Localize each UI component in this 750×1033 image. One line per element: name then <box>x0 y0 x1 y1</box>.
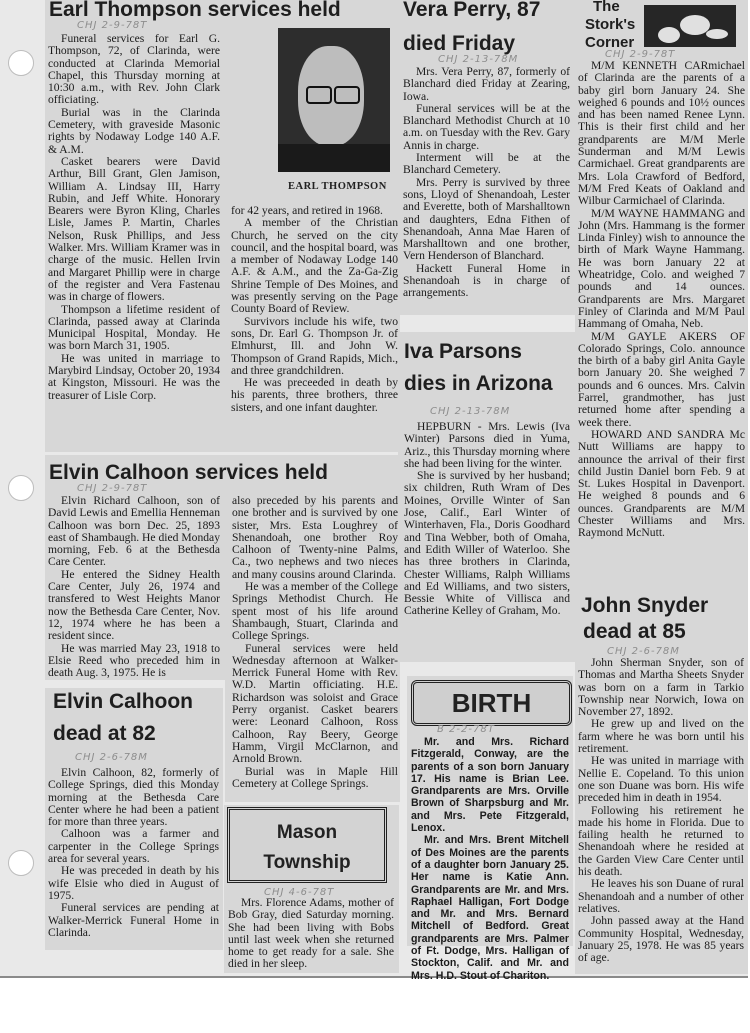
column-title-line-3: Corner <box>585 34 635 51</box>
paragraph: She is survived by her husband; six children, Ruth Wram of Des Moines, Orville Winter of San Jose, Calif., Earl Winter of Winterhaven, Fla., Doris Goodhard and Tina Webber, both of Omaha, and Edith Willer of Waterloo. She has three brothers in Clarinda, Chester Williams, Ralph Williams and Ed Williams, and two sisters, Bessie White of Villisca and Catherine Kelley of Graham, Mo. <box>404 469 570 618</box>
article-column-right <box>232 495 398 790</box>
paragraph: He grew up and lived on the farm where he was born until his retirement. <box>578 717 744 756</box>
paragraph: Funeral services were held Wednesday afternoon at Walker-Merrick Funeral Home with Rev. W.D. Martin officiating. H.E. Richardson was soloist and Grace Perry organist. Casket bearers were: Leonard Calhoon, Ross Calhoon, Ray Beery, George Hamm, Virgil McClarnon, and Arnold Brown. <box>232 641 398 766</box>
clipping-mason-township <box>224 805 399 973</box>
handwritten-date-note: CHJ 2-6-78M <box>75 752 148 763</box>
clipping-iva-parsons <box>398 332 575 662</box>
paragraph: Thompson a lifetime resident of Clarinda, passed away at Clarinda Municipal Hospital, Monday. He was born March 31, 1905. <box>48 302 220 353</box>
article-column-left <box>48 33 220 402</box>
handwritten-date-note: B 2-2-78T <box>437 724 495 735</box>
headline: Elvin Calhoon services held <box>49 461 328 484</box>
portrait-photo <box>278 28 390 172</box>
paragraph: Burial was in the Clarinda Cemetery, with graveside Masonic rights by Nodaway Lodge 140 A.F. & A.M. <box>48 105 220 156</box>
headline-line-2: dead at 82 <box>53 722 156 745</box>
handwritten-date-note: CHJ 4-6-78T <box>264 887 335 898</box>
paragraph: Hackett Funeral Home in Shenandoah is in charge of arrangements. <box>403 261 570 300</box>
birth-banner: BIRTH <box>411 680 572 726</box>
photo-caption: EARL THOMPSON <box>288 181 387 192</box>
section-heading-box <box>227 807 387 883</box>
paragraph: Mr. and Mrs. Brent Mitchell of Des Moines are the parents of a daughter born January 25. Her name is Katie Ann. Grandparents are Mr. and Mrs. Raphael Halligan, Fort Dodge and Mr. and Mrs. Bernard Mitchell of Bedford. Great grandparents are Mrs. Palmer of Ft. Dodge, Mrs. Halligan of Stockton, Calif. and Mr. and Mrs. H.D. Stout of Chariton. <box>411 834 569 982</box>
paragraph: Funeral services for Earl G. Thompson, 72, of Clarinda, were conducted at Clarinda Memorial Chapel, this Thursday morning at 10:30 a.m., with Rev. John Clark officiating. <box>48 32 220 107</box>
paragraph: Funeral services are pending at Walker-Merrick Funeral Home in Clarinda. <box>48 901 219 939</box>
paragraph: He was preceeded in death by his parents, three brothers, three sisters, and one infant daughter. <box>231 376 398 414</box>
paragraph: Elvin Richard Calhoon, son of David Lewis and Emellia Henneman Calhoon was born Dec. 25, 1893 east of Shambaugh. He died Monday morning, Feb. 6 at the Bethesda Care Center. <box>48 494 220 569</box>
headline-line-1: John Snyder <box>581 594 709 617</box>
heading-line-2: Township <box>263 852 351 873</box>
paragraph: He entered the Sidney Health Care Center, July 26, 1974 and transfered to West Heights Manor now the Bethesda Care Center, Nov. 12, 1974 where he has been a resident since. <box>48 567 220 643</box>
paragraph: He was a member of the College Springs Methodist Church. He spent most of his life around Shambaugh, Stuart, Clarinda and College Springs. <box>232 580 398 643</box>
headline-line-2: died Friday <box>403 32 516 55</box>
article-column-left <box>48 495 220 679</box>
paragraph: Mrs. Perry is survived by three sons, Lloyd of Shenandoah, Lester and Everette, both of Marshalltown and daughters, Edna Fithen of Shenandoah, Anna Mae Haren of Marshalltown and one brother, Vern Henderson of Blanchard. <box>403 175 570 263</box>
heading-line-1: Mason <box>276 822 338 843</box>
clipping-birth <box>407 676 573 982</box>
paragraph: M/M WAYNE HAMMANG and John (Mrs. Hammang is the former Linda Finley) wish to announce the birth of Mark Wayne Hammang. He was born January 22 at Wheatridge, Colo. and weighed 7 pounds and 14 ounces. Grandparents are Mrs. Margaret Finley of Clarinda and M/M Paul Hammang of Omaha, Neb. <box>578 206 745 331</box>
paragraph: HEPBURN - Mrs. Lewis (Iva Winter) Parsons died in Yuma, Ariz., this Thursday morning where she had been living for the winter. <box>404 420 570 470</box>
paragraph: A member of the Christian Church, he served on the city council, and the hospital board, was a member of Nodaway Lodge 140 A.F. & A.M., and the Za-Ga-Zig Shrine Temple of Des Moines, and was presently serving on the Page County Board of Review. <box>231 216 398 316</box>
paragraph: Interment will be at the Blanchard Cemetery. <box>403 151 570 177</box>
article-body <box>48 767 219 939</box>
headline-line-1: Vera Perry, 87 <box>403 0 541 21</box>
column-title-line-1: The <box>593 0 620 15</box>
binder-hole <box>8 850 34 876</box>
handwritten-date-note: CHJ 2-13-78M <box>438 54 519 65</box>
paragraph: He was married May 23, 1918 to Elsie Reed who preceded him in death Aug. 3, 1975. He is <box>48 641 220 680</box>
paragraph: HOWARD AND SANDRA Mc Nutt Williams are happy to announce the arrival of their first child Justin Daniel born Feb. 9 at St. Lukes Hospital in Davenport. He weighed 8 pounds and 6 ounces. Grandparents are M/M Chester Williams and Mrs. Raymond McNutt. <box>578 427 745 540</box>
article-body <box>411 736 569 982</box>
paragraph: John passed away at the Hand Community Hospital, Wednesday, January 25, 1978. He was 85 years of age. <box>578 914 744 965</box>
paragraph: Elvin Calhoon, 82, formerly of College Springs, died this Monday morning at the Bethesda Care Center where he had been a patient for more than three years. <box>48 766 219 829</box>
article-body <box>404 421 570 618</box>
paragraph: He was united in marriage with Nellie E. Copeland. To this union one son Duane was born. His wife preceded him in death in 1954. <box>578 754 744 805</box>
headline: Earl Thompson services held <box>49 0 341 21</box>
clipping-earl-thompson <box>45 0 400 452</box>
article-body <box>228 897 394 971</box>
paragraph: also preceded by his parents and one brother and is survived by one sister, Mrs. Esta Loughrey of Shenandoah, one brother Roy Calhoon of Twenty-nine Palms, Ca., two nephews and two nieces and many cousins around Clarinda. <box>232 494 398 581</box>
paragraph: He was preceded in death by his wife Elsie who died in August of 1975. <box>48 864 219 902</box>
binder-hole <box>8 50 34 76</box>
paragraph: Burial was in Maple Hill Cemetery at College Springs. <box>232 764 398 790</box>
binder-hole <box>8 475 34 501</box>
stork-illustration <box>644 5 736 47</box>
paragraph: He was united in marriage to Marybird Lindsay, October 20, 1934 at Kingston, Missouri. He was the treasurer of Lisle Corp. <box>48 351 220 402</box>
paragraph: M/M GAYLE AKERS OF Colorado Springs, Colo. announce the birth of a baby girl Anita Gayle born January 20. She weighed 7 pounds and 6 ounces. Mrs. Calvin Farrel, grandmother, has just returned home after spending a week there. <box>578 329 745 429</box>
clipping-john-snyder <box>575 594 748 974</box>
headline-line-1: Iva Parsons <box>404 340 522 363</box>
clipping-calhoon-dead <box>45 688 223 950</box>
clipping-vera-perry <box>398 0 575 315</box>
headline-line-1: Elvin Calhoon <box>53 690 194 713</box>
handwritten-date-note: CHJ 2-6-78M <box>607 646 680 657</box>
article-column-right <box>231 205 398 414</box>
handwritten-date-note: CHJ 2-13-78M <box>430 406 511 417</box>
paragraph: Mrs. Florence Adams, mother of Bob Gray, died Saturday morning. She had been living with Bobs until last week when she returned home to get ready for a sale. She died in her sleep. <box>228 896 394 971</box>
headline-line-2: dead at 85 <box>583 620 686 643</box>
paragraph: He leaves his son Duane of rural Shenandoah and a number of other relatives. <box>578 877 744 915</box>
paragraph: Mrs. Vera Perry, 87, formerly of Blanchard died Friday at Zearing, Iowa. <box>403 65 570 103</box>
paragraph: Survivors include his wife, two sons, Dr. Earl G. Thompson Jr. of Elmhurst, Ill. and John W. Thompson of Grand Rapids, Mich., and three grandchildren. <box>231 314 398 377</box>
column-title-line-2: Stork's <box>585 16 636 33</box>
article-body <box>403 66 570 300</box>
paragraph: John Sherman Snyder, son of Thomas and Martha Sheets Snyder was born on a farm in Tarkio Township near Norwich, Iowa on November 27, 1892. <box>578 656 744 719</box>
handwritten-date-note: CHJ 2-9-78T <box>77 483 148 494</box>
article-body <box>578 60 745 540</box>
handwritten-date-note: CHJ 2-9-78T <box>77 20 148 31</box>
headline-line-2: dies in Arizona <box>404 372 553 395</box>
handwritten-date-note: CHJ 2-9-78T <box>605 49 676 60</box>
paragraph: Funeral services will be at the Blanchard Methodist Church at 10 a.m. on Tuesday with the Rev. Gary Annis in charge. <box>403 101 570 152</box>
clipping-storks-corner <box>575 0 748 594</box>
paragraph: Calhoon was a farmer and carpenter in the College Springs area for several years. <box>48 827 219 866</box>
paragraph: M/M KENNETH CARmichael of Clarinda are the parents of a baby girl born January 24. She weighed 6 pounds and 10½ ounces and has been named Renee Lynn. This is their first child and her grandparents are M/M Merle Sunderman and M/M Lewis Carmichael. Great grandparents are Mrs. Lola Crawford of Bedford, M/M Fred Keats of Oakland and Wilbur Carmichael of Clarinda. <box>578 59 745 208</box>
paragraph: Mr. and Mrs. Richard Fitzgerald, Conway, are the parents of a son born January 17. His name is Brian Lee. Grandparents are Mrs. Orville Brown of Sharpsburg and Mr. and Mrs. Pete Fitzgerald, Lenox. <box>411 736 569 835</box>
paragraph: Casket bearers were David Arthur, Bill Grant, Glen Jamison, William A. Lindsay III, Harry Rubin, and Jeff White. Honorary Bearers were Byron Kling, Charles Lisle, James P. Martin, Charles Nelson, Rusk Phillips, and Jess Walker. Mrs. William Kramer was in charge of the music. Hellen Irvin and Margaret Phillip were in charge of the register and Vera Fastenau was in charge of flowers. <box>48 154 220 304</box>
paragraph: for 42 years, and retired in 1968. <box>231 204 383 217</box>
article-body <box>578 657 744 964</box>
paragraph: Following his retirement he made his home in Florida. Due to failing health he returned to Shenandoah where he resided at the Garden View Care Center until his death. <box>578 803 744 879</box>
